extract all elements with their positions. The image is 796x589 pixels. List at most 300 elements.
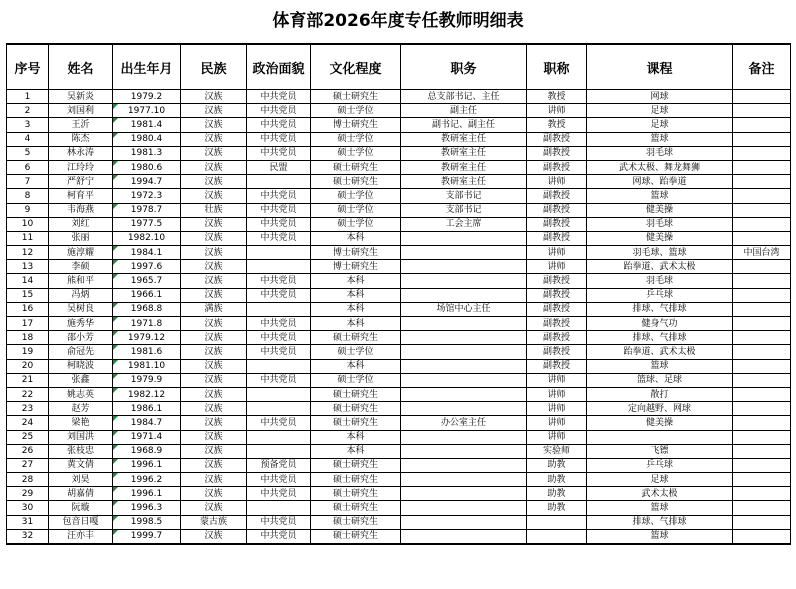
cell-title[interactable]: 教授 <box>527 118 587 132</box>
cell-seq[interactable]: 4 <box>7 132 49 146</box>
cell-birth[interactable]: 1966.1 <box>113 288 181 302</box>
cell-name[interactable]: 梁艳 <box>49 416 113 430</box>
cell-political[interactable]: 中共党员 <box>247 132 311 146</box>
cell-ethnicity[interactable]: 汉族 <box>181 160 247 174</box>
cell-political[interactable]: 中共党员 <box>247 487 311 501</box>
cell-name[interactable]: 王沂 <box>49 118 113 132</box>
cell-position[interactable] <box>401 373 527 387</box>
cell-remark[interactable] <box>733 331 791 345</box>
cell-birth[interactable]: 1981.4 <box>113 118 181 132</box>
cell-name[interactable]: 韦海燕 <box>49 203 113 217</box>
cell-remark[interactable] <box>733 444 791 458</box>
cell-seq[interactable]: 13 <box>7 260 49 274</box>
cell-course[interactable]: 跆拳道、武术太极 <box>587 260 733 274</box>
cell-course[interactable]: 排球、气排球 <box>587 331 733 345</box>
cell-position[interactable] <box>401 444 527 458</box>
cell-name[interactable]: 柯育平 <box>49 189 113 203</box>
cell-remark[interactable] <box>733 217 791 231</box>
cell-seq[interactable]: 25 <box>7 430 49 444</box>
cell-remark[interactable] <box>733 458 791 472</box>
cell-remark[interactable] <box>733 90 791 104</box>
cell-education[interactable]: 硕士学位 <box>311 345 401 359</box>
cell-position[interactable]: 工会主席 <box>401 217 527 231</box>
cell-course[interactable]: 篮球 <box>587 189 733 203</box>
cell-birth[interactable]: 1980.6 <box>113 160 181 174</box>
cell-education[interactable]: 硕士研究生 <box>311 501 401 515</box>
cell-name[interactable]: 胡嘉倩 <box>49 487 113 501</box>
cell-birth[interactable]: 1965.7 <box>113 274 181 288</box>
cell-ethnicity[interactable]: 汉族 <box>181 260 247 274</box>
cell-education[interactable]: 本科 <box>311 317 401 331</box>
cell-political[interactable]: 中共党员 <box>247 317 311 331</box>
cell-ethnicity[interactable]: 汉族 <box>181 444 247 458</box>
cell-political[interactable] <box>247 260 311 274</box>
cell-education[interactable]: 本科 <box>311 430 401 444</box>
cell-ethnicity[interactable]: 汉族 <box>181 430 247 444</box>
cell-remark[interactable] <box>733 387 791 401</box>
cell-title[interactable]: 副教授 <box>527 331 587 345</box>
cell-ethnicity[interactable]: 汉族 <box>181 132 247 146</box>
cell-title[interactable]: 副教授 <box>527 288 587 302</box>
cell-ethnicity[interactable]: 汉族 <box>181 217 247 231</box>
cell-remark[interactable] <box>733 231 791 245</box>
cell-seq[interactable]: 20 <box>7 359 49 373</box>
cell-political[interactable]: 中共党员 <box>247 515 311 529</box>
cell-birth[interactable]: 1986.1 <box>113 402 181 416</box>
cell-ethnicity[interactable]: 壮族 <box>181 203 247 217</box>
cell-seq[interactable]: 7 <box>7 175 49 189</box>
cell-name[interactable]: 刘国洪 <box>49 430 113 444</box>
cell-title[interactable]: 副教授 <box>527 146 587 160</box>
cell-birth[interactable]: 1978.7 <box>113 203 181 217</box>
cell-birth[interactable]: 1981.6 <box>113 345 181 359</box>
cell-course[interactable]: 排球、气排球 <box>587 302 733 316</box>
cell-education[interactable]: 本科 <box>311 302 401 316</box>
cell-position[interactable] <box>401 331 527 345</box>
cell-title[interactable]: 副教授 <box>527 189 587 203</box>
cell-position[interactable] <box>401 359 527 373</box>
cell-title[interactable]: 实验师 <box>527 444 587 458</box>
cell-title[interactable]: 副教授 <box>527 317 587 331</box>
cell-ethnicity[interactable]: 汉族 <box>181 473 247 487</box>
cell-course[interactable]: 乒乓球 <box>587 458 733 472</box>
cell-education[interactable]: 硕士学位 <box>311 217 401 231</box>
cell-political[interactable] <box>247 387 311 401</box>
cell-seq[interactable]: 9 <box>7 203 49 217</box>
cell-title[interactable]: 讲师 <box>527 260 587 274</box>
cell-birth[interactable]: 1982.10 <box>113 231 181 245</box>
cell-political[interactable] <box>247 302 311 316</box>
cell-course[interactable]: 足球 <box>587 118 733 132</box>
cell-education[interactable]: 硕士研究生 <box>311 331 401 345</box>
cell-remark[interactable] <box>733 529 791 544</box>
cell-education[interactable]: 本科 <box>311 288 401 302</box>
cell-ethnicity[interactable]: 汉族 <box>181 274 247 288</box>
cell-title[interactable]: 讲师 <box>527 402 587 416</box>
cell-name[interactable]: 张枝忠 <box>49 444 113 458</box>
cell-name[interactable]: 黄文倩 <box>49 458 113 472</box>
cell-birth[interactable]: 1996.1 <box>113 487 181 501</box>
cell-ethnicity[interactable]: 汉族 <box>181 487 247 501</box>
cell-seq[interactable]: 24 <box>7 416 49 430</box>
cell-name[interactable]: 严舒宁 <box>49 175 113 189</box>
cell-remark[interactable] <box>733 189 791 203</box>
cell-course[interactable]: 羽毛球 <box>587 274 733 288</box>
cell-course[interactable]: 健身气功 <box>587 317 733 331</box>
cell-birth[interactable]: 1968.9 <box>113 444 181 458</box>
cell-course[interactable]: 跆拳道、武术太极 <box>587 345 733 359</box>
cell-seq[interactable]: 3 <box>7 118 49 132</box>
cell-ethnicity[interactable]: 汉族 <box>181 146 247 160</box>
cell-title[interactable]: 讲师 <box>527 246 587 260</box>
cell-position[interactable] <box>401 402 527 416</box>
cell-birth[interactable]: 1981.10 <box>113 359 181 373</box>
cell-ethnicity[interactable]: 汉族 <box>181 175 247 189</box>
cell-seq[interactable]: 21 <box>7 373 49 387</box>
cell-title[interactable]: 讲师 <box>527 430 587 444</box>
cell-title[interactable]: 副教授 <box>527 203 587 217</box>
cell-birth[interactable]: 1972.3 <box>113 189 181 203</box>
cell-seq[interactable]: 19 <box>7 345 49 359</box>
cell-title[interactable]: 副教授 <box>527 217 587 231</box>
cell-name[interactable]: 刘国利 <box>49 104 113 118</box>
cell-remark[interactable] <box>733 132 791 146</box>
cell-course[interactable]: 散打 <box>587 387 733 401</box>
cell-title[interactable] <box>527 529 587 544</box>
cell-education[interactable]: 硕士研究生 <box>311 487 401 501</box>
cell-title[interactable]: 讲师 <box>527 416 587 430</box>
cell-remark[interactable] <box>733 473 791 487</box>
cell-name[interactable]: 阮璇 <box>49 501 113 515</box>
cell-name[interactable]: 赵芳 <box>49 402 113 416</box>
cell-course[interactable]: 篮球、足球 <box>587 373 733 387</box>
cell-remark[interactable] <box>733 104 791 118</box>
cell-political[interactable] <box>247 246 311 260</box>
cell-remark[interactable] <box>733 203 791 217</box>
cell-seq[interactable]: 8 <box>7 189 49 203</box>
cell-name[interactable]: 吴新炎 <box>49 90 113 104</box>
cell-political[interactable]: 中共党员 <box>247 203 311 217</box>
cell-course[interactable]: 健美操 <box>587 203 733 217</box>
cell-education[interactable]: 博士研究生 <box>311 118 401 132</box>
cell-ethnicity[interactable]: 汉族 <box>181 458 247 472</box>
cell-name[interactable]: 吴树良 <box>49 302 113 316</box>
cell-education[interactable]: 硕士研究生 <box>311 473 401 487</box>
cell-ethnicity[interactable]: 汉族 <box>181 359 247 373</box>
cell-political[interactable]: 中共党员 <box>247 189 311 203</box>
cell-name[interactable]: 张丽 <box>49 231 113 245</box>
cell-seq[interactable]: 5 <box>7 146 49 160</box>
cell-birth[interactable]: 1984.1 <box>113 246 181 260</box>
cell-education[interactable]: 博士研究生 <box>311 246 401 260</box>
cell-political[interactable]: 民盟 <box>247 160 311 174</box>
cell-position[interactable] <box>401 458 527 472</box>
cell-seq[interactable]: 22 <box>7 387 49 401</box>
cell-ethnicity[interactable]: 汉族 <box>181 331 247 345</box>
cell-name[interactable]: 张鑫 <box>49 373 113 387</box>
cell-birth[interactable]: 1994.7 <box>113 175 181 189</box>
cell-title[interactable]: 讲师 <box>527 104 587 118</box>
cell-birth[interactable]: 1977.10 <box>113 104 181 118</box>
cell-seq[interactable]: 16 <box>7 302 49 316</box>
cell-position[interactable] <box>401 387 527 401</box>
cell-birth[interactable]: 1968.8 <box>113 302 181 316</box>
cell-course[interactable]: 网球、跆拳道 <box>587 175 733 189</box>
cell-ethnicity[interactable]: 汉族 <box>181 416 247 430</box>
cell-remark[interactable] <box>733 345 791 359</box>
cell-position[interactable]: 教研室主任 <box>401 175 527 189</box>
cell-birth[interactable]: 1977.5 <box>113 217 181 231</box>
cell-position[interactable]: 支部书记 <box>401 189 527 203</box>
cell-course[interactable]: 足球 <box>587 104 733 118</box>
cell-seq[interactable]: 12 <box>7 246 49 260</box>
cell-title[interactable]: 讲师 <box>527 387 587 401</box>
cell-remark[interactable] <box>733 430 791 444</box>
cell-ethnicity[interactable]: 汉族 <box>181 231 247 245</box>
cell-ethnicity[interactable]: 汉族 <box>181 402 247 416</box>
cell-name[interactable]: 林永涛 <box>49 146 113 160</box>
cell-education[interactable]: 硕士研究生 <box>311 387 401 401</box>
cell-political[interactable]: 中共党员 <box>247 331 311 345</box>
cell-remark[interactable] <box>733 146 791 160</box>
cell-name[interactable]: 包音日嘎 <box>49 515 113 529</box>
cell-political[interactable] <box>247 444 311 458</box>
cell-title[interactable]: 副教授 <box>527 359 587 373</box>
cell-position[interactable] <box>401 317 527 331</box>
cell-position[interactable] <box>401 345 527 359</box>
cell-birth[interactable]: 1979.9 <box>113 373 181 387</box>
cell-political[interactable] <box>247 359 311 373</box>
cell-political[interactable] <box>247 430 311 444</box>
cell-political[interactable]: 中共党员 <box>247 529 311 544</box>
cell-name[interactable]: 陈杰 <box>49 132 113 146</box>
cell-birth[interactable]: 1971.4 <box>113 430 181 444</box>
cell-course[interactable]: 网球 <box>587 90 733 104</box>
cell-seq[interactable]: 30 <box>7 501 49 515</box>
cell-title[interactable]: 副教授 <box>527 160 587 174</box>
cell-name[interactable]: 江玲玲 <box>49 160 113 174</box>
cell-title[interactable]: 副教授 <box>527 231 587 245</box>
cell-education[interactable]: 硕士学位 <box>311 104 401 118</box>
cell-position[interactable] <box>401 288 527 302</box>
cell-course[interactable]: 羽毛球、篮球 <box>587 246 733 260</box>
cell-seq[interactable]: 2 <box>7 104 49 118</box>
cell-remark[interactable] <box>733 515 791 529</box>
cell-name[interactable]: 姚志英 <box>49 387 113 401</box>
cell-remark[interactable] <box>733 288 791 302</box>
cell-political[interactable]: 中共党员 <box>247 288 311 302</box>
cell-birth[interactable]: 1984.7 <box>113 416 181 430</box>
cell-education[interactable]: 硕士研究生 <box>311 529 401 544</box>
cell-seq[interactable]: 31 <box>7 515 49 529</box>
cell-course[interactable] <box>587 430 733 444</box>
cell-remark[interactable] <box>733 317 791 331</box>
cell-name[interactable]: 施淳耀 <box>49 246 113 260</box>
cell-position[interactable] <box>401 430 527 444</box>
cell-political[interactable]: 中共党员 <box>247 217 311 231</box>
cell-course[interactable]: 足球 <box>587 473 733 487</box>
cell-title[interactable]: 教授 <box>527 90 587 104</box>
cell-education[interactable]: 硕士研究生 <box>311 458 401 472</box>
cell-course[interactable]: 乒乓球 <box>587 288 733 302</box>
cell-course[interactable]: 定向越野、网球 <box>587 402 733 416</box>
cell-name[interactable]: 施秀华 <box>49 317 113 331</box>
cell-position[interactable]: 教研室主任 <box>401 160 527 174</box>
cell-birth[interactable]: 1971.8 <box>113 317 181 331</box>
cell-seq[interactable]: 26 <box>7 444 49 458</box>
cell-title[interactable]: 副教授 <box>527 132 587 146</box>
cell-course[interactable]: 武术太极 <box>587 487 733 501</box>
cell-seq[interactable]: 32 <box>7 529 49 544</box>
cell-title[interactable]: 副教授 <box>527 302 587 316</box>
cell-political[interactable]: 中共党员 <box>247 345 311 359</box>
cell-ethnicity[interactable]: 汉族 <box>181 104 247 118</box>
cell-position[interactable] <box>401 260 527 274</box>
cell-political[interactable]: 中共党员 <box>247 118 311 132</box>
cell-course[interactable]: 篮球 <box>587 501 733 515</box>
cell-remark[interactable]: 中国台湾 <box>733 246 791 260</box>
cell-seq[interactable]: 27 <box>7 458 49 472</box>
cell-ethnicity[interactable]: 蒙古族 <box>181 515 247 529</box>
cell-political[interactable]: 中共党员 <box>247 416 311 430</box>
cell-course[interactable]: 飞镖 <box>587 444 733 458</box>
cell-birth[interactable]: 1979.2 <box>113 90 181 104</box>
cell-birth[interactable]: 1996.1 <box>113 458 181 472</box>
cell-title[interactable]: 助教 <box>527 501 587 515</box>
cell-name[interactable]: 李硕 <box>49 260 113 274</box>
cell-education[interactable]: 硕士研究生 <box>311 416 401 430</box>
cell-position[interactable] <box>401 487 527 501</box>
cell-course[interactable]: 健美操 <box>587 231 733 245</box>
cell-education[interactable]: 硕士研究生 <box>311 175 401 189</box>
cell-political[interactable]: 中共党员 <box>247 373 311 387</box>
cell-remark[interactable] <box>733 118 791 132</box>
cell-seq[interactable]: 10 <box>7 217 49 231</box>
cell-political[interactable]: 中共党员 <box>247 104 311 118</box>
cell-seq[interactable]: 14 <box>7 274 49 288</box>
cell-ethnicity[interactable]: 汉族 <box>181 317 247 331</box>
cell-political[interactable]: 预备党员 <box>247 458 311 472</box>
cell-seq[interactable]: 29 <box>7 487 49 501</box>
cell-title[interactable]: 讲师 <box>527 175 587 189</box>
cell-title[interactable]: 助教 <box>527 473 587 487</box>
cell-education[interactable]: 硕士学位 <box>311 189 401 203</box>
cell-ethnicity[interactable]: 满族 <box>181 302 247 316</box>
cell-education[interactable]: 硕士研究生 <box>311 90 401 104</box>
cell-seq[interactable]: 6 <box>7 160 49 174</box>
cell-political[interactable]: 中共党员 <box>247 146 311 160</box>
cell-birth[interactable]: 1982.12 <box>113 387 181 401</box>
cell-seq[interactable]: 23 <box>7 402 49 416</box>
cell-political[interactable]: 中共党员 <box>247 90 311 104</box>
cell-education[interactable]: 本科 <box>311 444 401 458</box>
cell-name[interactable]: 邵小芳 <box>49 331 113 345</box>
cell-name[interactable]: 冯炳 <box>49 288 113 302</box>
cell-name[interactable]: 刘昊 <box>49 473 113 487</box>
cell-remark[interactable] <box>733 274 791 288</box>
cell-birth[interactable]: 1979.12 <box>113 331 181 345</box>
cell-course[interactable]: 健美操 <box>587 416 733 430</box>
cell-ethnicity[interactable]: 汉族 <box>181 387 247 401</box>
cell-political[interactable]: 中共党员 <box>247 473 311 487</box>
cell-position[interactable]: 总支部书记、主任 <box>401 90 527 104</box>
cell-ethnicity[interactable]: 汉族 <box>181 246 247 260</box>
cell-political[interactable] <box>247 402 311 416</box>
cell-seq[interactable]: 15 <box>7 288 49 302</box>
cell-education[interactable]: 硕士学位 <box>311 146 401 160</box>
cell-position[interactable]: 支部书记 <box>401 203 527 217</box>
cell-position[interactable]: 副主任 <box>401 104 527 118</box>
cell-title[interactable]: 副教授 <box>527 274 587 288</box>
cell-seq[interactable]: 28 <box>7 473 49 487</box>
cell-position[interactable] <box>401 231 527 245</box>
cell-birth[interactable]: 1981.3 <box>113 146 181 160</box>
cell-ethnicity[interactable]: 汉族 <box>181 501 247 515</box>
cell-position[interactable]: 场馆中心主任 <box>401 302 527 316</box>
cell-ethnicity[interactable]: 汉族 <box>181 345 247 359</box>
cell-education[interactable]: 硕士学位 <box>311 373 401 387</box>
cell-position[interactable] <box>401 473 527 487</box>
cell-ethnicity[interactable]: 汉族 <box>181 90 247 104</box>
cell-education[interactable]: 本科 <box>311 359 401 373</box>
cell-education[interactable]: 本科 <box>311 274 401 288</box>
cell-seq[interactable]: 1 <box>7 90 49 104</box>
cell-course[interactable]: 武术太极、舞龙舞狮 <box>587 160 733 174</box>
cell-position[interactable]: 办公室主任 <box>401 416 527 430</box>
cell-course[interactable]: 羽毛球 <box>587 217 733 231</box>
cell-political[interactable] <box>247 501 311 515</box>
cell-seq[interactable]: 11 <box>7 231 49 245</box>
cell-position[interactable] <box>401 274 527 288</box>
cell-remark[interactable] <box>733 302 791 316</box>
cell-education[interactable]: 硕士学位 <box>311 132 401 146</box>
cell-remark[interactable] <box>733 402 791 416</box>
cell-title[interactable] <box>527 515 587 529</box>
cell-seq[interactable]: 17 <box>7 317 49 331</box>
cell-course[interactable]: 排球、气排球 <box>587 515 733 529</box>
cell-course[interactable]: 篮球 <box>587 132 733 146</box>
cell-birth[interactable]: 1980.4 <box>113 132 181 146</box>
cell-education[interactable]: 硕士研究生 <box>311 515 401 529</box>
cell-remark[interactable] <box>733 416 791 430</box>
cell-birth[interactable]: 1997.6 <box>113 260 181 274</box>
cell-title[interactable]: 助教 <box>527 458 587 472</box>
cell-name[interactable]: 汪亦丰 <box>49 529 113 544</box>
cell-ethnicity[interactable]: 汉族 <box>181 118 247 132</box>
cell-seq[interactable]: 18 <box>7 331 49 345</box>
cell-title[interactable]: 副教授 <box>527 345 587 359</box>
cell-birth[interactable]: 1996.3 <box>113 501 181 515</box>
cell-birth[interactable]: 1998.5 <box>113 515 181 529</box>
cell-position[interactable]: 教研室主任 <box>401 132 527 146</box>
cell-education[interactable]: 硕士学位 <box>311 203 401 217</box>
cell-education[interactable]: 本科 <box>311 231 401 245</box>
cell-name[interactable]: 俞冠先 <box>49 345 113 359</box>
cell-political[interactable] <box>247 175 311 189</box>
cell-position[interactable] <box>401 529 527 544</box>
cell-birth[interactable]: 1999.7 <box>113 529 181 544</box>
cell-remark[interactable] <box>733 359 791 373</box>
cell-ethnicity[interactable]: 汉族 <box>181 529 247 544</box>
cell-ethnicity[interactable]: 汉族 <box>181 373 247 387</box>
cell-position[interactable] <box>401 501 527 515</box>
cell-ethnicity[interactable]: 汉族 <box>181 288 247 302</box>
cell-political[interactable]: 中共党员 <box>247 231 311 245</box>
cell-remark[interactable] <box>733 260 791 274</box>
cell-name[interactable]: 刘红 <box>49 217 113 231</box>
cell-political[interactable]: 中共党员 <box>247 274 311 288</box>
cell-name[interactable]: 柯晓波 <box>49 359 113 373</box>
